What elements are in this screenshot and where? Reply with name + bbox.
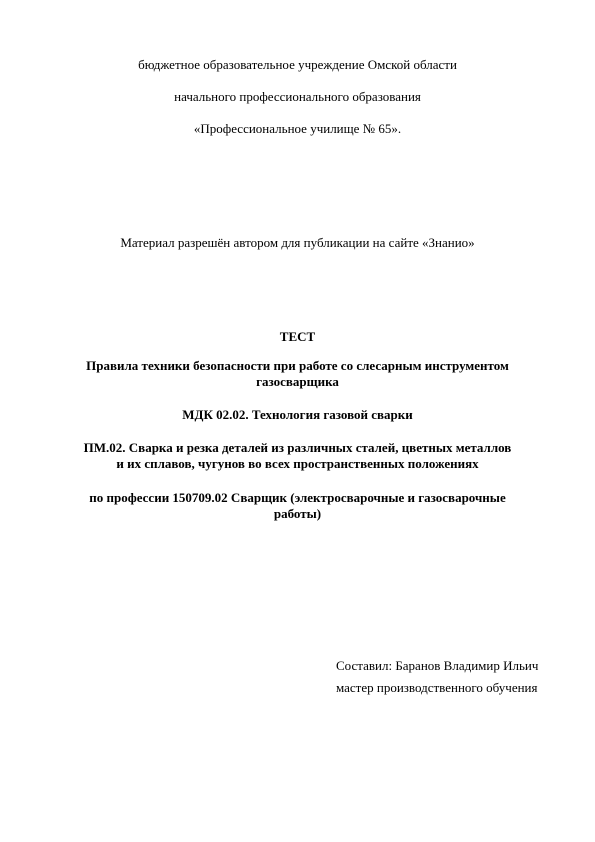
compiled-by: Составил: Баранов Владимир Ильич <box>336 658 539 673</box>
profession-line-1: по профессии 150709.02 Сварщик (электросварочные и газосварочные <box>89 490 506 505</box>
pm-line-2: и их сплавов, чугунов во всех пространственных положениях <box>116 456 479 471</box>
permission-note: Материал разрешён автором для публикации на сайте «Знанио» <box>120 235 475 250</box>
test-subject-line-2: газосварщика <box>256 374 339 389</box>
mdk-line: МДК 02.02. Технология газовой сварки <box>182 407 413 422</box>
author-position: мастер производственного обучения <box>336 680 538 695</box>
profession-line-2: работы) <box>273 506 322 521</box>
pm-line-1: ПМ.02. Сварка и резка деталей из различных сталей, цветных металлов <box>83 440 512 455</box>
test-subject-line-1: Правила техники безопасности при работе со слесарным инструментом <box>86 358 509 373</box>
institution-line-1: бюджетное образовательное учреждение Омской области <box>138 57 457 72</box>
test-title: ТЕСТ <box>279 329 316 344</box>
institution-line-2: начального профессионального образования <box>174 89 421 104</box>
institution-line-3: «Профессиональное училище № 65». <box>193 121 402 136</box>
